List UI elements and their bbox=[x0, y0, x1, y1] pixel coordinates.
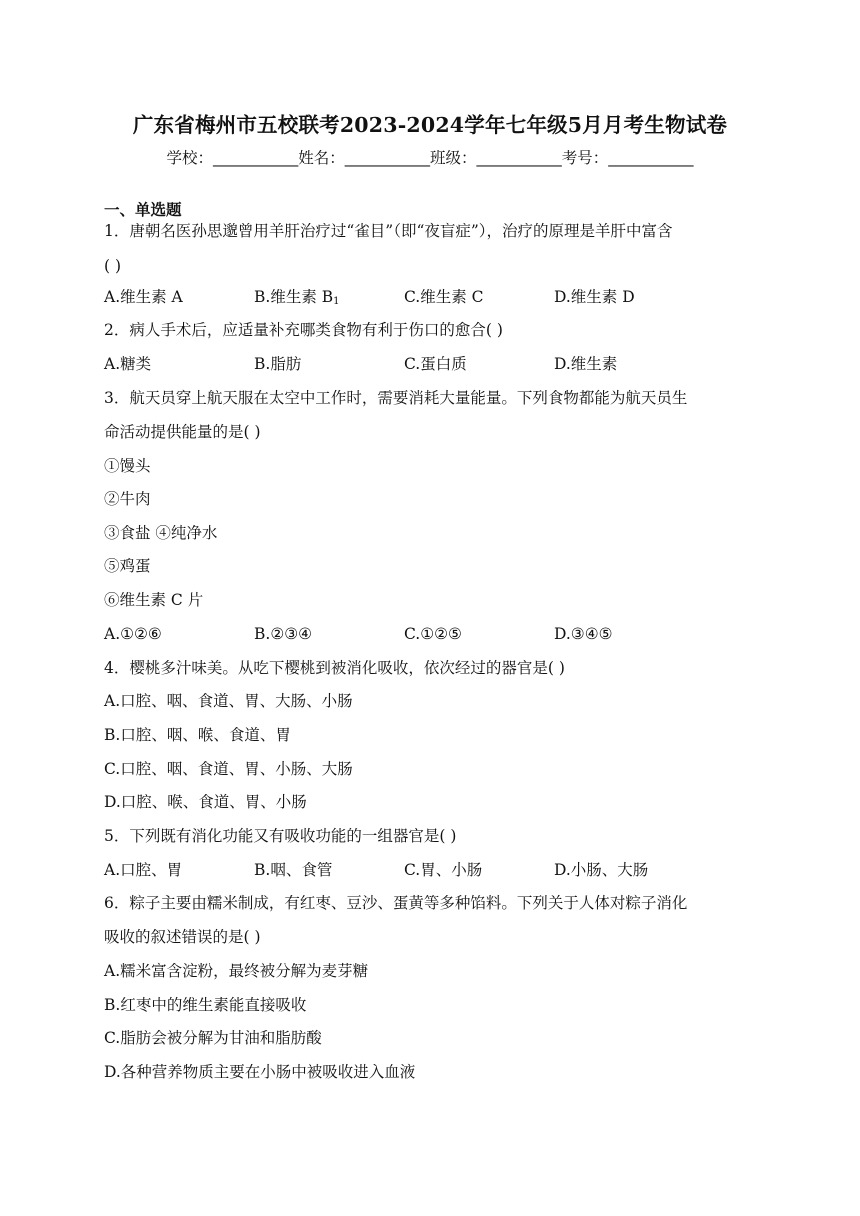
q4-option-c: C.口腔、咽、食道、胃、小肠、大肠 bbox=[104, 760, 353, 778]
question-3-text-cont: 命活动提供能量的是( ) bbox=[104, 423, 261, 441]
q1-option-b-subscript: 1 bbox=[333, 296, 340, 307]
q3-option-b: B.②③④ bbox=[254, 625, 313, 643]
question-3-options bbox=[104, 624, 764, 644]
question-5-options bbox=[104, 860, 764, 880]
q3-item-5: ⑤鸡蛋 bbox=[104, 557, 151, 575]
q6-option-a: A.糯米富含淀粉，最终被分解为麦芽糖 bbox=[104, 962, 369, 980]
q3-item-3-4: ③食盐 ④纯净水 bbox=[104, 524, 218, 542]
q4-option-b: B.口腔、咽、喉、食道、胃 bbox=[104, 726, 291, 744]
exam-title: 广东省梅州市五校联考2023-2024学年七年级5月月考生物试卷 bbox=[132, 113, 728, 137]
q4-option-a: A.口腔、咽、食道、胃、大肠、小肠 bbox=[104, 692, 353, 710]
q5-option-d: D.小肠、大肠 bbox=[554, 861, 649, 879]
q3-item-1: ①馒头 bbox=[104, 457, 151, 475]
q3-item-2: ②牛肉 bbox=[104, 490, 151, 508]
q2-option-a: A.糖类 bbox=[104, 355, 152, 373]
question-6-text-cont: 吸收的叙述错误的是( ) bbox=[104, 928, 261, 946]
q4-option-d: D.口腔、喉、食道、胃、小肠 bbox=[104, 793, 307, 811]
q2-option-c: C.蛋白质 bbox=[404, 355, 467, 373]
q6-option-d: D.各种营养物质主要在小肠中被吸收进入血液 bbox=[104, 1063, 416, 1081]
q2-option-b: B.脂肪 bbox=[254, 355, 302, 373]
question-1-options bbox=[104, 287, 764, 307]
question-3-text: 3．航天员穿上航天服在太空中工作时，需要消耗大量能量。下列食物都能为航天员生 bbox=[104, 389, 688, 407]
q3-option-a: A.①②⑥ bbox=[104, 625, 162, 643]
question-2-text: 2．病人手术后，应适量补充哪类食物有利于伤口的愈合( ) bbox=[104, 321, 503, 339]
q1-option-b-text: B.维生素 B bbox=[254, 288, 334, 306]
question-5-text: 5．下列既有消化功能又有吸收功能的一组器官是( ) bbox=[104, 827, 457, 845]
q5-option-a: A.口腔、胃 bbox=[104, 861, 183, 879]
q3-option-c: C.①②⑤ bbox=[404, 625, 462, 643]
q2-option-d: D.维生素 bbox=[554, 355, 618, 373]
q6-option-b: B.红枣中的维生素能直接吸收 bbox=[104, 996, 307, 1014]
q3-option-d: D.③④⑤ bbox=[554, 625, 613, 643]
q1-option-d: D.维生素 D bbox=[554, 288, 635, 306]
q5-option-c: C.胃、小肠 bbox=[404, 861, 483, 879]
q5-option-b: B.咽、食管 bbox=[254, 861, 333, 879]
q3-item-6: ⑥维生素 C 片 bbox=[104, 591, 204, 609]
question-2-options bbox=[104, 354, 764, 374]
section-heading: 一、单选题 bbox=[104, 201, 182, 219]
q1-option-a: A.维生素 A bbox=[104, 288, 183, 306]
q6-option-c: C.脂肪会被分解为甘油和脂肪酸 bbox=[104, 1029, 322, 1047]
question-6-text: 6．粽子主要由糯米制成，有红枣、豆沙、蛋黄等多种馅料。下列关于人体对粽子消化 bbox=[104, 894, 688, 912]
q1-option-c: C.维生素 C bbox=[404, 288, 484, 306]
q1-option-b bbox=[254, 287, 340, 312]
question-1-text-cont: ( ) bbox=[104, 257, 122, 275]
student-info-line: 学校：___________姓名：___________班级：___________考号：___________ bbox=[166, 149, 694, 167]
question-4-text: 4．樱桃多汁味美。从吃下樱桃到被消化吸收，依次经过的器官是( ) bbox=[104, 659, 565, 677]
question-1-text: 1．唐朝名医孙思邈曾用羊肝治疗过“雀目”（即“夜盲症”），治疗的原理是羊肝中富含 bbox=[104, 222, 673, 240]
